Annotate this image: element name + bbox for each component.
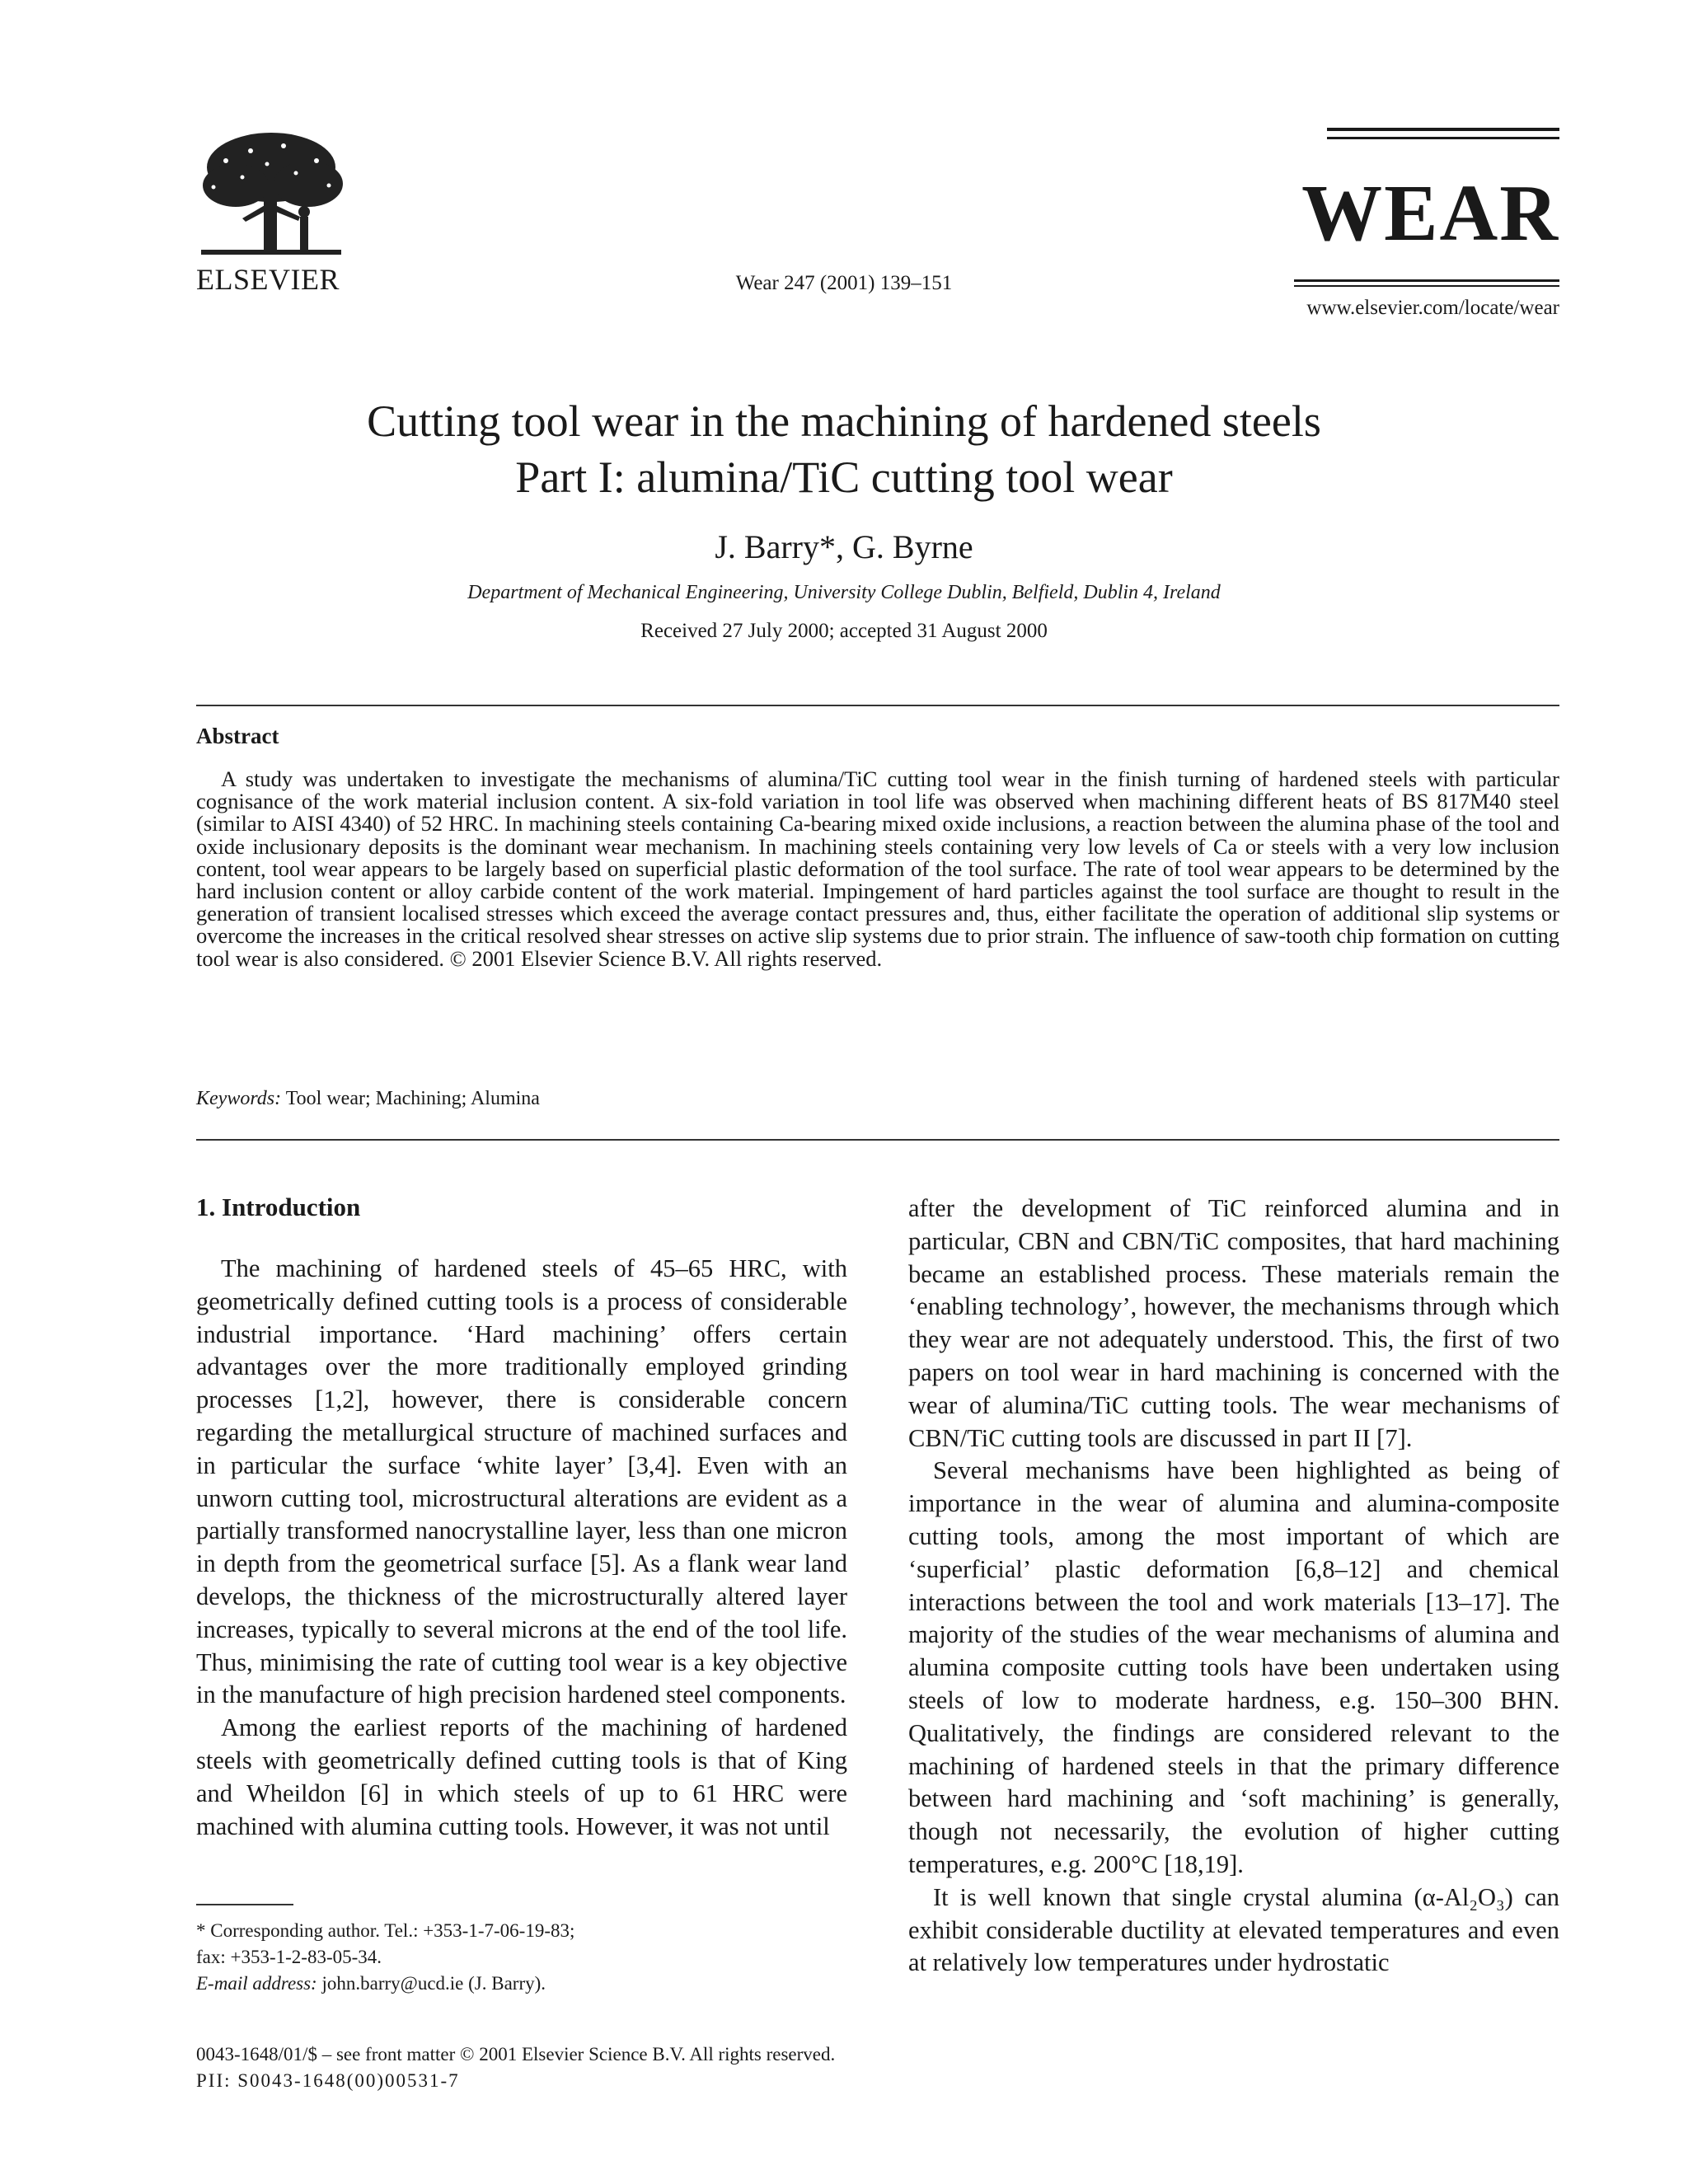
keywords — [196, 1088, 540, 1110]
abstract-top-rule — [196, 705, 1559, 706]
paragraph: The machining of hardened steels of 45–65 HRC, with geometrically defined cutting tools is a process of considerable industrial importance. ‘Hard machining’ offers certain advantages over the more traditionally employed grinding processes [1,2], however, there is considerable concern regarding the metallurgical structure of machined surfaces and in particular the surface ‘white layer’ [3,4]. Even with an unworn cutting tool, microstructural alterations are evident as a partially transformed nanocrystalline layer, less than one micron in depth from the geometrical surface [5]. As a flank wear land develops, the thickness of the microstructurally altered layer increases, typically to several microns at the end of the tool life. Thus, minimising the rate of cutting tool wear is a key objective in the manufacture of high precision hardened steel components. — [196, 1254, 847, 1709]
header-rule — [1327, 128, 1559, 131]
author-affiliation: Department of Mechanical Engineering, University College Dublin, Belfield, Dublin 4, Ireland — [467, 582, 1221, 603]
paragraph: It is well known that single crystal alumina (α-Al₂O₃) can exhibit considerable ductility at elevated temperatures and even at relatively low temperatures under hydrostatic — [908, 1882, 1559, 1977]
section-heading-introduction: 1. Introduction — [196, 1193, 361, 1221]
paragraph: Among the earliest reports of the machining of hardened steels with geometrically defined cutting tools is that of King and Wheildon [6] in which steels of up to 61 HRC were machined with alumina cutting tools. However, it was not until — [196, 1713, 847, 1840]
footnote-fax: fax: +353-1-2-83-05-34. — [196, 1947, 382, 1967]
received-dates: Received 27 July 2000; accepted 31 August 2000 — [640, 620, 1048, 642]
left-column — [196, 1253, 847, 1843]
elsevier-tree-logo — [193, 128, 349, 266]
header-rule — [1327, 137, 1559, 139]
front-matter-notice: 0043-1648/01/$ – see front matter © 2001 Elsevier Science B.V. All rights reserved. — [196, 2044, 836, 2064]
footnote-corresponding-author: * Corresponding author. Tel.: +353-1-7-06-19-83; — [196, 1920, 575, 1941]
keywords-label: Keywords: — [196, 1088, 282, 1109]
abstract-heading: Abstract — [196, 724, 279, 748]
paragraph: Several mechanisms have been highlighted as being of importance in the wear of alumina and alumina-composite cutting tools, among the most important of which are ‘superficial’ plastic deformation [6,8–12] and chemical interactions between the tool and work materials [13–17]. The majority of the studies of the wear mechanisms of alumina and alumina composite cutting tools have been undertaken using steels of low to moderate hardness, e.g. 150–300 BHN. Qualitatively, the findings are considered relevant to the machining of hardened steels in that the primary difference between hard machining and ‘soft machining’ is generally, though not necessarily, the evolution of higher cutting temperatures, e.g. 200°C [18,19]. — [908, 1456, 1559, 1878]
journal-url[interactable]: www.elsevier.com/locate/wear — [1306, 297, 1559, 319]
article-title-line1: Cutting tool wear in the machining of hardened steels — [367, 396, 1321, 446]
abstract-bottom-rule — [196, 1139, 1559, 1141]
email-label: E-mail address: — [196, 1973, 317, 1994]
footnote-email — [196, 1973, 546, 1994]
paragraph: after the development of TiC reinforced alumina and in particular, CBN and CBN/TiC composites, that hard machining became an established process. These materials remain the ‘enabling technology’, however, the mechanisms through which they wear are not adequately understood. This, the first of two papers on tool wear in hard machining is concerned with the wear of alumina/TiC cutting tools. The wear mechanisms of CBN/TiC cutting tools are discussed in part II [7]. — [908, 1194, 1559, 1452]
header-rule — [1294, 279, 1559, 282]
footnote-rule — [196, 1904, 293, 1905]
email-address[interactable]: john.barry@ucd.ie (J. Barry). — [321, 1973, 546, 1994]
article-title-line2: Part I: alumina/TiC cutting tool wear — [515, 452, 1173, 502]
journal-citation: Wear 247 (2001) 139–151 — [735, 272, 953, 294]
article-authors: J. Barry*, G. Byrne — [715, 528, 973, 565]
journal-title: WEAR — [1301, 169, 1559, 258]
pii-identifier: PII: S0043-1648(00)00531-7 — [196, 2070, 460, 2091]
abstract-text: A study was undertaken to investigate the mechanisms of alumina/TiC cutting tool wear in the finish turning of hardened steels with particular cognisance of the work material inclusion content. A six-fold variation in tool life was observed when machining different heats of BS 817M40 steel (similar to AISI 4340) of 52 HRC. In machining steels containing Ca-bearing mixed oxide inclusions, a reaction between the alumina phase of the tool and oxide inclusionary deposits is the dominant wear mechanism. In machining steels containing very low levels of Ca or steels with a very low inclusion content, tool wear appears to be largely based on superficial plastic deformation of the tool surface. The rate of tool wear appears to be determined by the hard inclusion content or alloy carbide content of the work material. Impingement of hard particles against the tool surface are thought to result in the generation of transient localised stresses which exceed the average contact pressures and, thus, either facilitate the operation of additional slip systems or overcome the increases in the critical resolved shear stresses on active slip systems due to prior strain. The influence of saw-tooth chip formation on cutting tool wear is also considered. © 2001 Elsevier Science B.V. All rights reserved. — [196, 766, 1559, 971]
right-column — [908, 1193, 1559, 1980]
publisher-name: ELSEVIER — [196, 263, 340, 296]
keywords-list: Tool wear; Machining; Alumina — [285, 1088, 540, 1109]
header-rule — [1294, 285, 1559, 287]
